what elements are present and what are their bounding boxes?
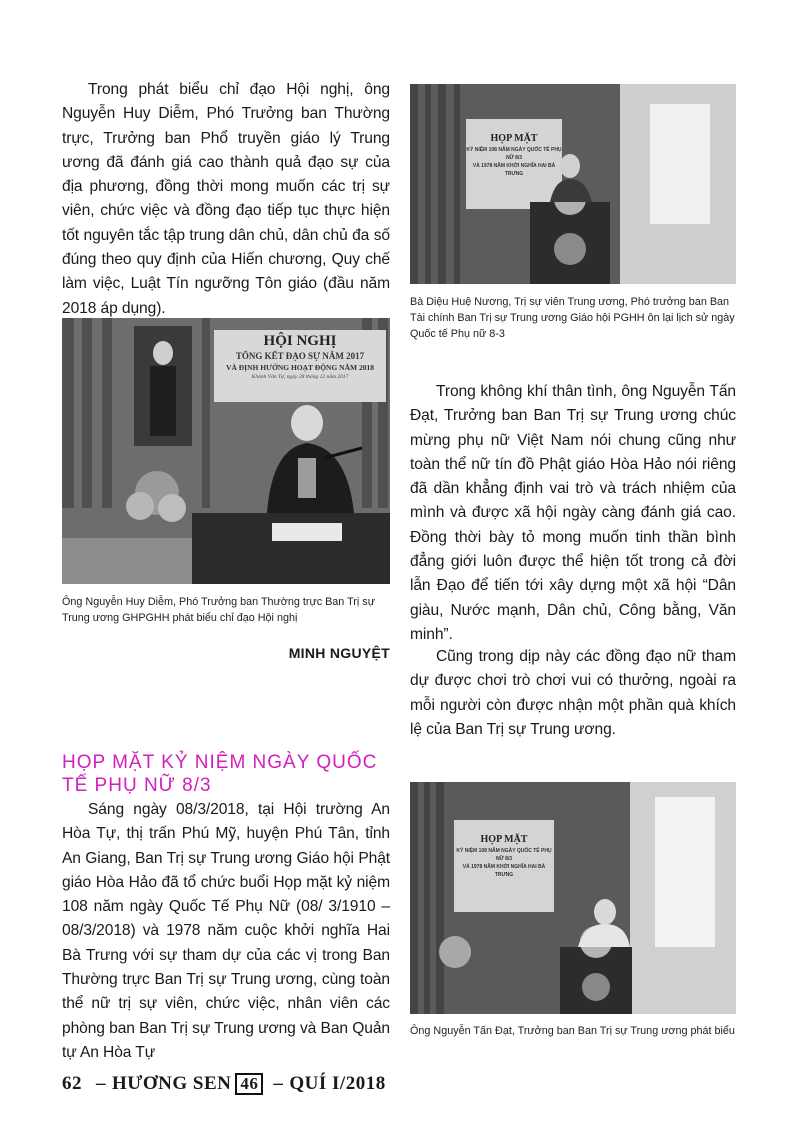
photo-caption-2: Bà Diệu Huệ Nương, Trị sự viên Trung ương, Phó trưởng ban Ban Tài chính Ban Trị sự Trung ương Giáo hội PGHH ôn lại lịch sử ngày Quốc tế Phụ nữ 8-3 [410, 296, 735, 340]
photo-caption-1: Ông Nguyễn Huy Diễm, Phó Trưởng ban Thường trực Ban Trị sự Trung ương GHPGHH phát biểu chỉ đạo Hội nghị [62, 596, 375, 624]
banner-title: HỌP MẶT [480, 834, 528, 845]
magazine-name: HƯƠNG SEN [112, 1073, 232, 1094]
banner-line: TỔNG KẾT ĐẠO SỰ NĂM 2017 [235, 351, 365, 361]
page-footer [62, 1072, 386, 1096]
banner-line: VÀ 1978 NĂM KHỞI NGHĨA HAI BÀ TRƯNG [462, 864, 546, 878]
footer-dash: – [273, 1073, 284, 1094]
section-title: HỌP MẶT KỶ NIỆM NGÀY QUỐC TẾ PHỤ NỮ 8/3 [62, 752, 378, 796]
photo-head-speaker [410, 782, 736, 1014]
quarter-label: QUÍ I/2018 [289, 1073, 386, 1094]
body-paragraph-2: Sáng ngày 08/3/2018, tại Hội trường An Hòa Tự, thị trấn Phú Mỹ, huyện Phú Tân, tỉnh An Giang, Ban Trị sự Trung ương Giáo hội Phật giáo Hòa Hảo đã tổ chức buổi Họp mặt kỷ niệm 108 năm ngày Quốc Tế Phụ Nữ (08/ 3/1910 – 08/3/2018) và 1978 năm cuộc khởi nghĩa Hai Bà Trưng với sự tham dự của các vị trong Ban Thường trực Ban Trị sự Trung ương, cùng toàn thể nữ trị sự viên, chức việc, nhân viên các phòng ban Ban Trị sự Trung ương và Ban Quản tự An Hòa Tự [62, 801, 390, 1061]
photo-head-speaker-image [410, 782, 736, 1014]
page-number: 62 [62, 1073, 82, 1094]
banner-line: Khánh Vân Tự, ngày 28 tháng 12 năm 2017 [251, 374, 349, 380]
photo-women-day-speaker [410, 84, 736, 284]
issue-number: 46 [235, 1073, 263, 1095]
body-paragraph-1: Trong phát biểu chỉ đạo Hội nghị, ông Nguyễn Huy Diễm, Phó Trưởng ban Thường trực, Trưởng ban Phổ truyền giáo lý Trung ương đã đánh giá cao thành quả đạo sự của địa phương, đồng thời mong muốn các trị sự viên, chức việc và đồng đạo tiếp tục thực hiện tốt nguyên tắc tập trung dân chủ, dân chủ đa số đúng theo quy định của Hiến chương, Quy chế làm việc, Luật Tín ngưỡng Tôn giáo (đầu năm 2018 áp dụng). [62, 81, 390, 317]
body-paragraph-3: Trong không khí thân tình, ông Nguyễn Tấn Đạt, Trưởng ban Ban Trị sự Trung ương chúc mừng phụ nữ Việt Nam nói chung cũng như toàn thể nữ tín đồ Phật giáo Hòa Hảo nói riêng đã dần khẳng định vai trò và trách nhiệm của mình và được xã hội ngày càng đánh giá cao. Đồng thời bày tỏ mong muốn tinh thần bình đẳng giới luôn được thể hiện tốt trong cả đời lẫn Đạo để tiến tới xây dựng một xã hội “Dân giàu, Nước mạnh, Dân chủ, Công bằng, Văn minh”. [410, 383, 736, 643]
photo-conference-speaker [62, 318, 390, 584]
banner-line: KỶ NIỆM 108 NĂM NGÀY QUỐC TẾ PHỤ NỮ 8/3 [456, 848, 552, 862]
photo-women-day-image [410, 84, 736, 284]
banner-line: VÀ 1978 NĂM KHỞI NGHĨA HAI BÀ TRƯNG [472, 163, 556, 177]
banner-title: HỌP MẶT [490, 133, 538, 144]
banner-title: HỘI NGHỊ [263, 333, 337, 349]
photo-caption-3: Ông Nguyễn Tấn Đạt, Trưởng ban Ban Trị sự Trung ương phát biểu [410, 1025, 735, 1037]
author-byline: MINH NGUYỆT [288, 645, 390, 661]
banner-line: VÀ ĐỊNH HƯỚNG HOẠT ĐỘNG NĂM 2018 [226, 363, 374, 372]
banner-line: KỶ NIỆM 108 NĂM NGÀY QUỐC TẾ PHỤ NỮ 8/3 [466, 147, 562, 161]
body-paragraph-4: Cũng trong dịp này các đồng đạo nữ tham dự được chơi trò chơi vui có thưởng, ngoài ra mỗi người còn được nhận một phần quà khích lệ của Ban Trị sự Trung ương. [410, 648, 736, 738]
footer-dash: – [96, 1073, 106, 1094]
